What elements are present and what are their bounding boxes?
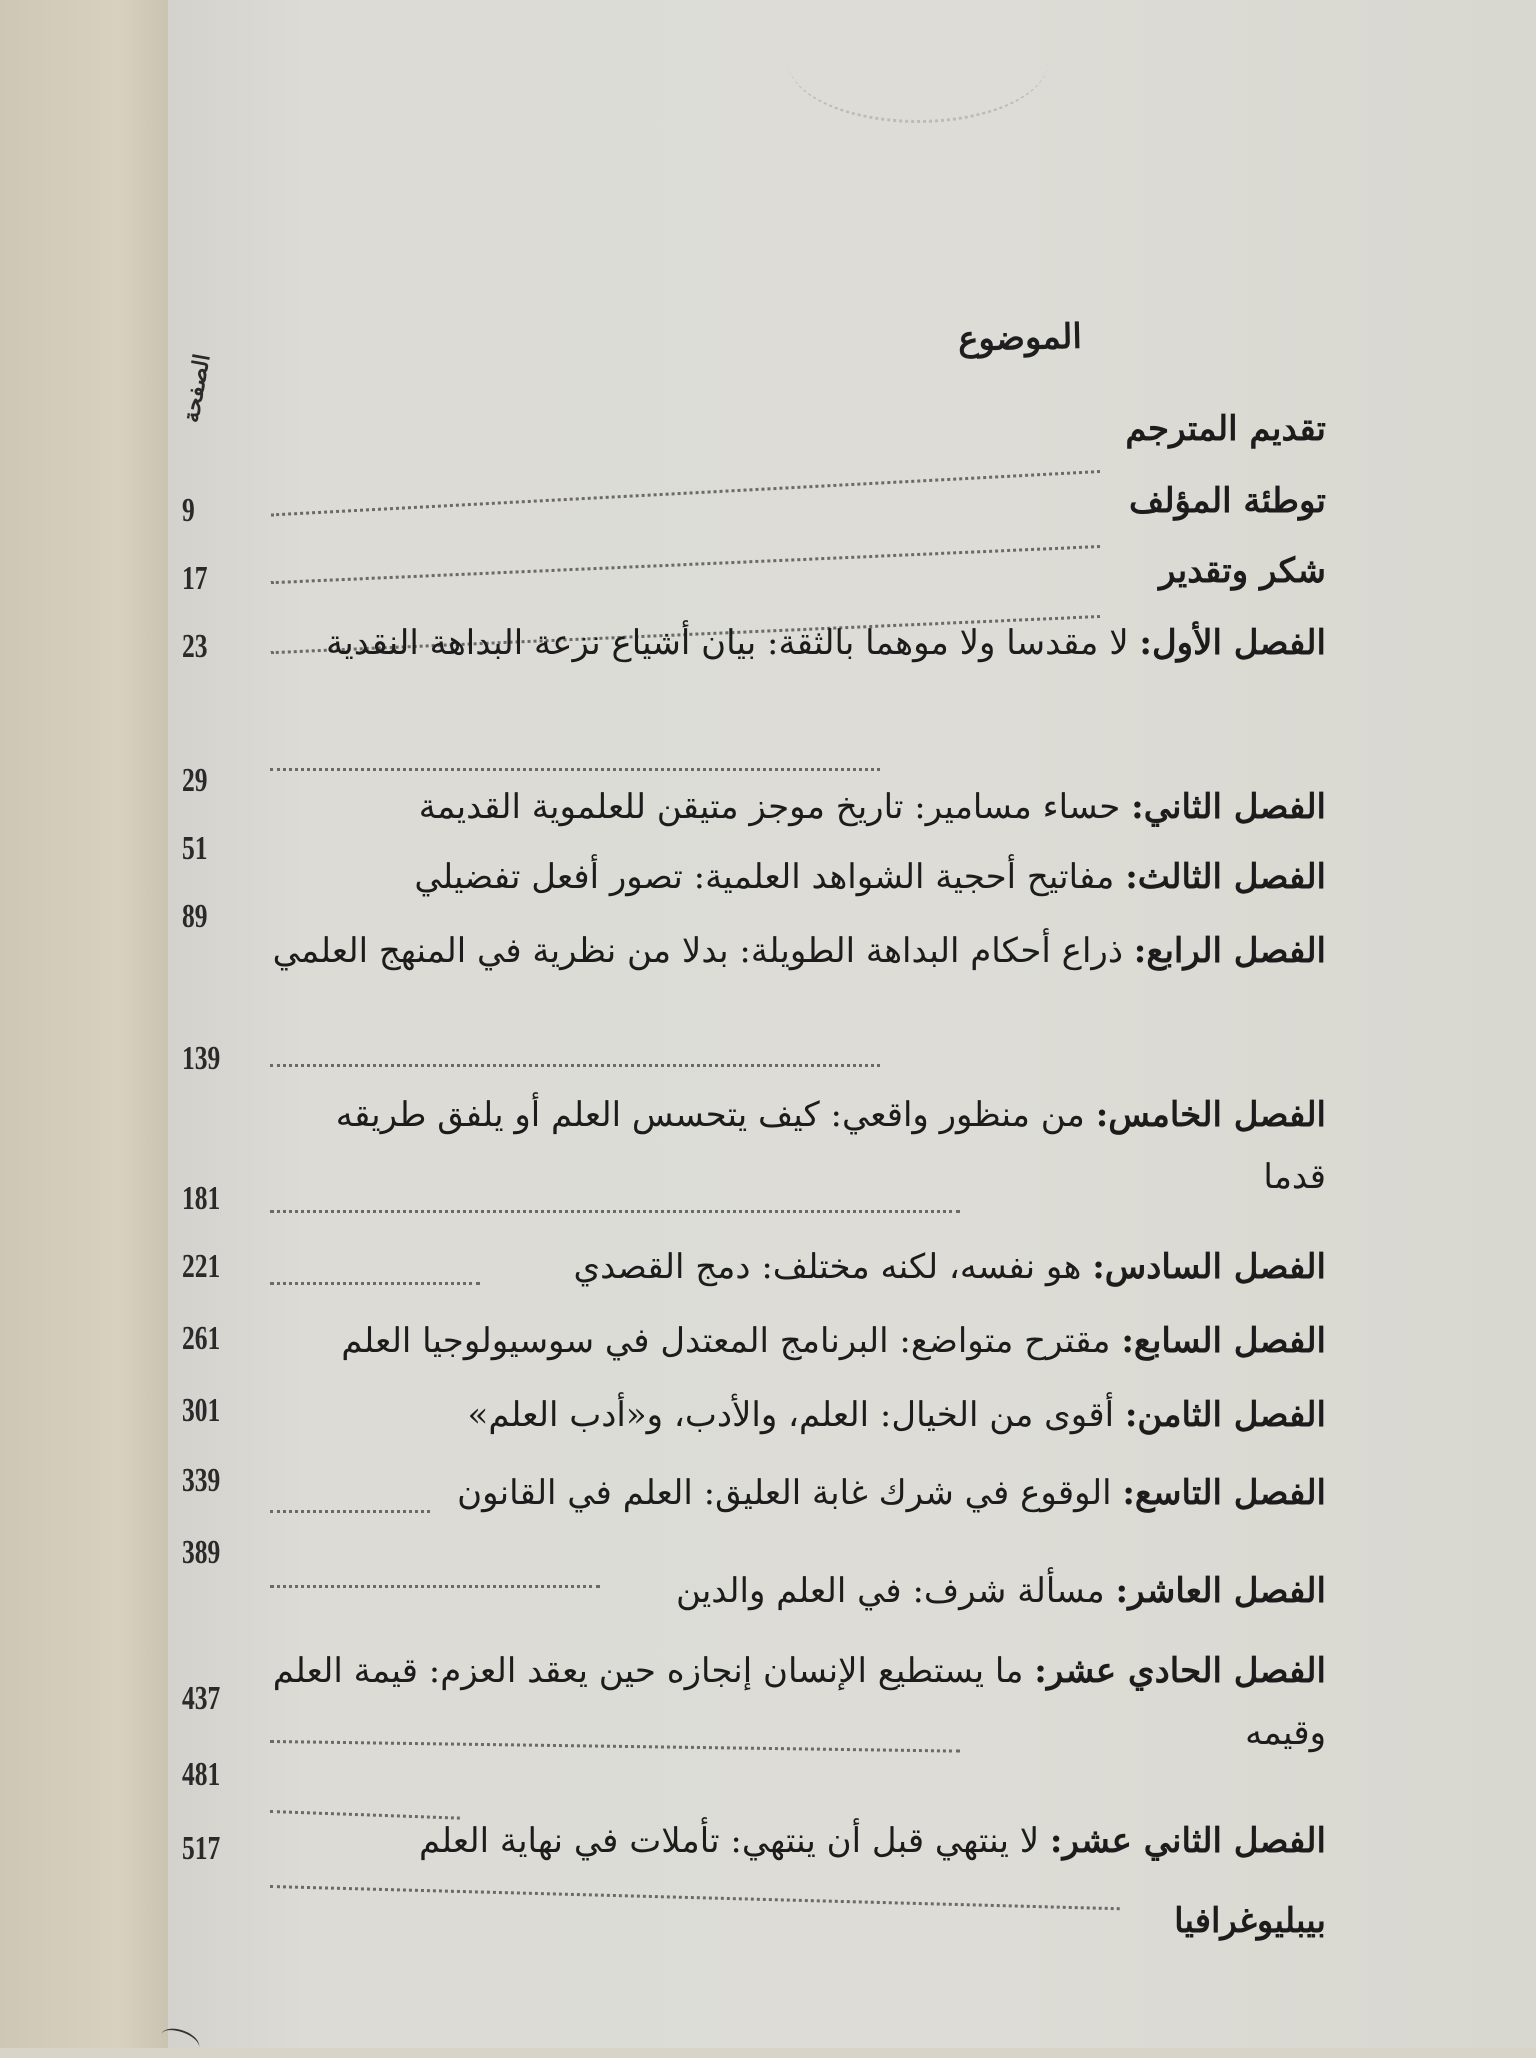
toc-entry-chapter-5: الفصل الخامس: من منظور واقعي: كيف يتحسس العلم أو يلفق طريقه قدما bbox=[335, 1095, 1326, 1197]
page-number: 437 bbox=[182, 1680, 221, 1717]
dot-leader bbox=[270, 1064, 880, 1067]
page-column-header: الصفحة bbox=[178, 352, 216, 425]
toc-entry-chapter-4: الفصل الرابع: ذراع أحكام البداهة الطويلة: بدلا من نظرية في المنهج العلمي bbox=[272, 931, 1326, 971]
toc-entry-translator-intro: تقديم المترجم bbox=[1125, 409, 1326, 449]
page-number: 389 bbox=[182, 1534, 221, 1571]
toc-entry-chapter-12: الفصل الثاني عشر: لا ينتهي قبل أن ينتهي: تأملات في نهاية العلم bbox=[418, 1821, 1326, 1861]
toc-entry-chapter-6: الفصل السادس: هو نفسه، لكنه مختلف: دمج القصدي bbox=[573, 1247, 1326, 1287]
page-number: 23 bbox=[182, 628, 208, 665]
toc-entry-chapter-3: الفصل الثالث: مفاتيح أحجية الشواهد العلمية: تصور أفعل تفضيلي bbox=[414, 857, 1326, 897]
toc-entry-chapter-2: الفصل الثاني: حساء مسامير: تاريخ موجز متيقن للعلموية القديمة bbox=[418, 787, 1326, 827]
toc-title: الموضوع bbox=[957, 316, 1083, 360]
toc-entry-chapter-9: الفصل التاسع: الوقوع في شرك غابة العليق: العلم في القانون bbox=[457, 1473, 1326, 1513]
book-spine-edge bbox=[0, 0, 168, 2048]
toc-entry-chapter-1: الفصل الأول: لا مقدسا ولا موهما بالثقة: بيان أشياع نزعة البداهة النقدية bbox=[326, 623, 1326, 663]
page-number: 51 bbox=[182, 830, 208, 867]
dot-leader bbox=[270, 768, 880, 771]
show-through-mark bbox=[788, 0, 1048, 123]
toc-entry-chapter-8: الفصل الثامن: أقوى من الخيال: العلم، والأدب، و«أدب العلم» bbox=[467, 1395, 1326, 1435]
toc-entry-bibliography: بيبليوغرافيا bbox=[1174, 1901, 1326, 1941]
page-number: 517 bbox=[182, 1830, 221, 1867]
page-number: 261 bbox=[182, 1320, 221, 1357]
toc-entry-chapter-11: الفصل الحادي عشر: ما يستطيع الإنسان إنجازه حين يعقد العزم: قيمة العلم وقيمه bbox=[272, 1651, 1326, 1753]
toc-entry-acknowledgments: شكر وتقدير bbox=[1158, 551, 1326, 591]
page-number: 29 bbox=[182, 762, 208, 799]
page-number: 221 bbox=[182, 1248, 221, 1285]
toc-entry-chapter-10: الفصل العاشر: مسألة شرف: في العلم والدين bbox=[675, 1571, 1326, 1611]
dot-leader bbox=[270, 1585, 600, 1588]
page-number: 17 bbox=[182, 560, 208, 597]
page-number: 181 bbox=[182, 1180, 221, 1217]
dot-leader bbox=[270, 1282, 480, 1285]
page-number: 301 bbox=[182, 1392, 221, 1429]
toc-entry-chapter-7: الفصل السابع: مقترح متواضع: البرنامج المعتدل في سوسيولوجيا العلم bbox=[341, 1321, 1326, 1361]
page-number: 481 bbox=[182, 1756, 221, 1793]
dot-leader bbox=[270, 1510, 430, 1513]
page-number: 89 bbox=[182, 898, 208, 935]
page-number: 9 bbox=[182, 492, 195, 529]
toc-entry-author-preface: توطئة المؤلف bbox=[1129, 481, 1326, 521]
dot-leader bbox=[270, 1210, 960, 1213]
page-number: 339 bbox=[182, 1462, 221, 1499]
page-number: 139 bbox=[182, 1040, 221, 1077]
